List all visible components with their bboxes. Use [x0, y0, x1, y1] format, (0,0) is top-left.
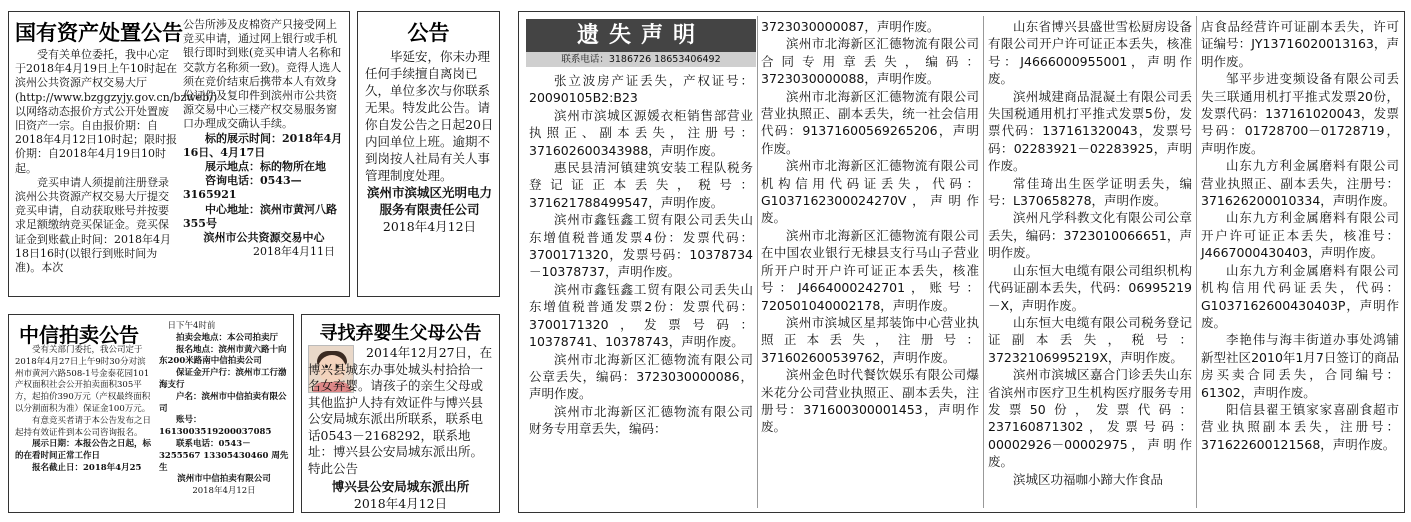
state-asset-date: 2018年4月11日: [253, 245, 335, 259]
auction-org: 滨州市中信拍卖有限公司: [177, 474, 271, 485]
state-asset-col2: [183, 18, 345, 259]
lost-item: 店食品经营许可证副本丢失，许可证编号：JY13716020013163，声明作废。: [1201, 19, 1399, 69]
lost-notices: [518, 11, 1405, 513]
lost-item: 李艳伟与海丰街道办事处鸿铺新型社区2010年1月7日签订的商品房买卖合同丢失，合同编号：61302，声明作废。: [1201, 332, 1399, 400]
state-asset-show-time: 标的展示时间：2018年4月16日、4月17日: [183, 131, 343, 159]
dismissal-body: 毕延安，你未办理任何手续擅自离岗已久，单位多次与你联系无果。特发此公告。请你自发公告之日起20日内回单位上班。逾期不到岗按人社局有关人事管理制度处理。: [365, 49, 494, 183]
auction-deadline: 报名截止日：2018年4月25: [32, 462, 142, 473]
lost-item: 滨州市北海新区汇德物流有限公司营业执照正、副本丢失，统一社会信用代码：91371600569265206，声明作废。: [761, 88, 979, 156]
lost-item: 山东恒大电缆有限公司组织机构代码证副本丢失，代码：06995219－X，声明作废。: [988, 262, 1192, 313]
find-parents-notice: [301, 314, 500, 513]
auction-para-2: 有意竞买者请于本公告发布之日起持有效证件到本公司咨询报名。: [15, 415, 152, 438]
lost-item: 山东九方利金属磨料有限公司开户许可证正本丢失，核准号：J4667000430403，声明作废。: [1201, 210, 1399, 261]
state-asset-col1: [15, 48, 218, 275]
column-divider: [1196, 16, 1197, 508]
lost-item: 滨州市北海新区汇德物流有限公司合同专用章丢失，编码：3723030000088，声明作废。: [761, 36, 979, 87]
auction-place: 拍卖会地点：本公司拍卖厅: [176, 332, 279, 343]
auction-col1: [15, 345, 153, 475]
lost-item: 山东九方利金属磨料有限公司营业执照正、副本丢失，注册号：371626200010334，声明作废。: [1201, 158, 1399, 209]
state-asset-title: 国有资产处置公告: [15, 21, 183, 45]
lost-item: 滨州市滨城区源媛衣柜销售部营业执照正、副本丢失，注册号：371602600343988，声明作废。: [529, 107, 753, 158]
dismissal-date: 2018年4月12日: [382, 219, 477, 234]
lost-item: 惠民县清河镇建筑安装工程队税务登记证正本丢失，税号：371621788499547，声明作废。: [529, 160, 753, 210]
lost-item: 山东九方利金属磨料有限公司机构信用代码证丢失，代码：G1037162600430403P，声明作废。: [1201, 262, 1399, 330]
column-divider: [983, 16, 984, 508]
lost-item: 阳信县翟王镇家家喜副食超市营业执照副本丢失，注册号：371622600121568，声明作废。: [1201, 401, 1399, 452]
lost-item: 3723030000087，声明作废。: [761, 19, 940, 34]
lost-col-1: [529, 72, 753, 438]
state-asset-show-place: 展示地点：标的物所在地: [205, 160, 326, 174]
auction-reg-addr: 报名地点：滨州市黄六路十向东200米路南中信拍卖公司: [159, 344, 287, 367]
state-asset-address: 中心地址：滨州市黄河八路355号: [183, 202, 337, 230]
auction-show-date: 展示日期：本报公告之日起，标的在看时间正常工作日: [15, 439, 152, 462]
auction-date: 2018年4月12日: [192, 486, 256, 497]
auction-notice: [8, 314, 294, 513]
lost-item: 山东省博兴县盛世雪松厨房设备有限公司开户许可证正本丢失，核准号：J4666000955001，声明作废。: [988, 19, 1192, 87]
lost-item: 滨城区功福咖小蹄大作食品: [1013, 471, 1164, 487]
dismissal-notice: [357, 11, 500, 297]
auction-col2: [159, 321, 289, 498]
lost-item: 滨州市北海新区汇德物流有限公司机构信用代码证丢失，代码：G1037162300024270V，声明作废。: [761, 158, 979, 226]
lost-item: 邹平步进变频设备有限公司丢失三联通用机打平推式发票20份，发票代码：137161020043，发票号码：01728700－01728719，声明作废。: [1201, 71, 1399, 156]
auction-bank: 保证金开户行：滨州市工行渤海支行: [159, 368, 287, 390]
find-parents-org: 博兴县公安局城东派出所: [331, 479, 470, 494]
lost-col-2: [761, 18, 979, 436]
lost-item: 滨州市滨城区星邦装饰中心营业执照正本丢失，注册号：371602600539762，声明作废。: [761, 314, 979, 365]
dismissal-org: 滨州市滨城区光明电力服务有限责任公司: [366, 185, 492, 217]
lost-col-4: [1201, 18, 1399, 453]
lost-item: 滨州市北海新区汇德物流有限公司在中国农业银行无棣县支行马山子营业所开户时开户许可证正本丢失，核准号：J4664000242701，账号：720501040002178，声明作废。: [761, 227, 979, 313]
state-asset-terms: 公告所涉及皮棉资产只接受网上竞买申请，通过网上银行或手机银行即时到账(竞买申请人名称和交款方名称须一致)。竞得人选人须在竞价结束后携带本人有效身份证件及复印件到滨州市公共资源交易中心三楼产权交易服务窗口办理成交确认手续。: [183, 18, 342, 131]
lost-item: 滨州市北海新区汇德物流有限公司公章丢失，编码：3723030000086，声明作废。: [529, 351, 753, 402]
lost-item: 张立波房产证丢失，产权证号：20090105B2:B23: [529, 73, 753, 106]
state-asset-phone: 咨询电话：0543—3165921: [183, 174, 302, 202]
find-parents-body: 2014年12月27日，在博兴县城东办事处城头村拾拾一名女弃婴。请孩子的亲生父母或其他监护人持有效证件与博兴县公安局城东派出所联系，联系电话0543－2168292，联系地址：博兴县公安局城东派出所。特此公告: [308, 345, 493, 476]
find-parents-date: 2018年4月12日: [353, 496, 448, 511]
find-parents-title: 寻找弃婴生父母公告: [319, 323, 482, 344]
lost-item: 滨州城建商品混凝土有限公司丢失国税通用机打平推式发票5份，发票代码：137161320043，发票号码：02283921－02283925，声明作废。: [988, 88, 1192, 174]
lost-col-3: [988, 18, 1192, 488]
lost-item: 常佳琦出生医学证明丢失，编号：L370658278，声明作废。: [988, 175, 1192, 209]
lost-item: 滨州金色时代餐饮娱乐有限公司爆米花分公司营业执照正、副本丢失，注册号：371600300001453，声明作废。: [761, 367, 979, 435]
auction-title: 中信拍卖公告: [19, 323, 139, 347]
column-divider: [757, 16, 758, 508]
auction-account-name: 户名：滨州市中信拍卖有限公司: [159, 391, 287, 414]
lost-item: 山东恒大电缆有限公司税务登记证副本丢失，税号：37232106995219X，声明作废。: [988, 314, 1192, 365]
lost-item: 滨州市滨城区嘉合门诊丢失山东省滨州市医疗卫生机构医疗服务专用发票50份，发票代码：237160871302，发票号码：00002926－00002975，声明作废。: [988, 367, 1192, 470]
auction-account-no: 账号：1613003519200037085: [159, 415, 272, 438]
auction-deadline-time: 日下午4时前: [167, 321, 216, 331]
lost-item: 滨州市鑫钰鑫工贸有限公司丢失山东增值税普通发票2份：发票代码：3700171320，发票号码：10378741、10378743，声明作废。: [529, 281, 753, 350]
state-asset-org: 滨州市公共资源交易中心: [203, 231, 325, 245]
state-asset-para-1: 受有关单位委托，我中心定于2018年4月19日上午10时起在滨州公共资源产权交易大厅(http://www.bzggzyjy.gov.cn/bzweb/)以网络动态报价方式公开处置废旧资产一宗。自由报价期：自2018年4月12日10时起；限时报价期：自2018年4月19日10时起。: [15, 48, 218, 175]
lost-phone: 联系电话：3186726 18653406492: [526, 52, 756, 67]
lost-item: 滨州市北海新区汇德物流有限公司财务专用章丢失，编码：: [529, 403, 753, 437]
state-asset-para-2: 竞买申请人须提前注册登录滨州公共资源产权交易大厅提交竞买申请，自动获取账号并按要求足额缴纳竞买保证金。竞买保证金到账截止时间：2018年4月18日16时(以银行到账时间为准)。本次: [15, 175, 171, 275]
state-asset-notice: [8, 11, 350, 297]
auction-para-1: 受有关部门委托，我公司定于2018年4月27日上午9时30分对滨州市黄河六路508-1号金泰花园101产权面积社会公开拍卖面积305平方，起拍价390万元（产权最终面积以分割面积为准）保证金100万元。: [15, 345, 151, 414]
lost-item: 滨州凡学科教文化有限公司公章丢失，编码：3723010066651，声明作废。: [988, 210, 1192, 261]
auction-phone: 联系电话：0543－3255567 13305430460 周先生: [159, 438, 289, 473]
dismissal-title: 公告: [407, 21, 450, 45]
lost-title: 遗失声明: [526, 19, 756, 52]
lost-item: 滨州市鑫钰鑫工贸有限公司丢失山东增值税普通发票4份：发票代码：3700171320，发票号码：10378734－10378737，声明作废。: [529, 212, 753, 280]
